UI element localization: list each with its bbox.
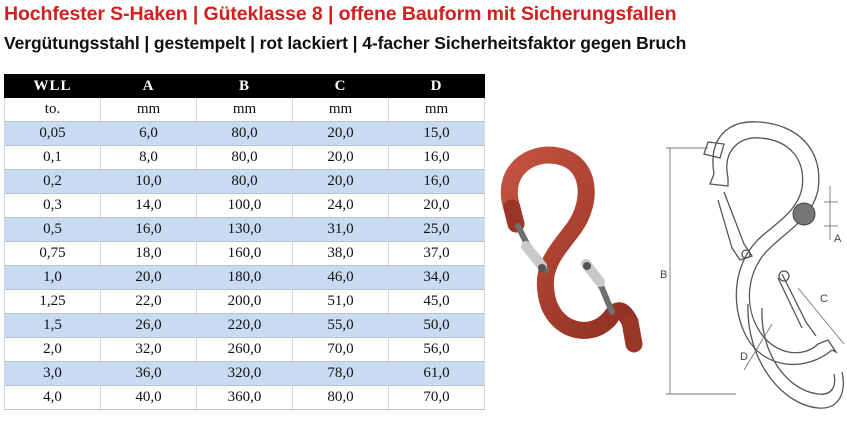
cell-c: 51,0 (293, 290, 389, 314)
unit-cell: mm (197, 98, 293, 122)
table-row (5, 194, 485, 218)
table-row (5, 338, 485, 362)
dimension-label-d: D (740, 351, 748, 363)
cell-c: 78,0 (293, 362, 389, 386)
cell-b: 80,0 (197, 146, 293, 170)
cell-c: 70,0 (293, 338, 389, 362)
cell-c: 20,0 (293, 146, 389, 170)
cell-wll: 1,25 (5, 290, 101, 314)
cell-a: 32,0 (101, 338, 197, 362)
table-row (5, 362, 485, 386)
dimension-label-c: C (820, 293, 828, 305)
cell-b: 360,0 (197, 386, 293, 410)
cell-wll: 0,2 (5, 170, 101, 194)
cell-d: 50,0 (389, 314, 485, 338)
cell-b: 100,0 (197, 194, 293, 218)
cell-a: 14,0 (101, 194, 197, 218)
s-hook-dimension-drawing (648, 108, 847, 434)
unit-cell: to. (5, 98, 101, 122)
cell-wll: 0,5 (5, 218, 101, 242)
cell-d: 70,0 (389, 386, 485, 410)
cell-a: 20,0 (101, 266, 197, 290)
s-hook-photo (490, 142, 660, 392)
cell-c: 80,0 (293, 386, 389, 410)
cell-b: 160,0 (197, 242, 293, 266)
dimension-label-b: B (660, 269, 668, 281)
cell-wll: 4,0 (5, 386, 101, 410)
column-header-wll: WLL (5, 74, 101, 98)
cell-d: 25,0 (389, 218, 485, 242)
unit-cell: mm (293, 98, 389, 122)
cell-wll: 2,0 (5, 338, 101, 362)
unit-cell: mm (101, 98, 197, 122)
cell-d: 20,0 (389, 194, 485, 218)
cell-b: 130,0 (197, 218, 293, 242)
page-subtitle: Vergütungsstahl | gestempelt | rot lackiert | 4-facher Sicherheitsfaktor gegen Bruch (4, 33, 687, 53)
cell-a: 40,0 (101, 386, 197, 410)
cell-c: 20,0 (293, 122, 389, 146)
table-row (5, 290, 485, 314)
cell-a: 10,0 (101, 170, 197, 194)
cell-a: 22,0 (101, 290, 197, 314)
cell-b: 260,0 (197, 338, 293, 362)
unit-cell: mm (389, 98, 485, 122)
cell-d: 16,0 (389, 170, 485, 194)
cell-b: 180,0 (197, 266, 293, 290)
cell-d: 45,0 (389, 290, 485, 314)
dimension-label-a: A (834, 233, 842, 245)
cell-wll: 1,0 (5, 266, 101, 290)
cell-wll: 0,05 (5, 122, 101, 146)
cell-d: 56,0 (389, 338, 485, 362)
table-row (5, 242, 485, 266)
table-row (5, 122, 485, 146)
cell-c: 55,0 (293, 314, 389, 338)
cell-a: 18,0 (101, 242, 197, 266)
table-header-row (5, 74, 485, 98)
table-row (5, 146, 485, 170)
cell-a: 8,0 (101, 146, 197, 170)
cell-c: 38,0 (293, 242, 389, 266)
cell-b: 200,0 (197, 290, 293, 314)
column-header-b: B (197, 74, 293, 98)
cell-c: 24,0 (293, 194, 389, 218)
cell-c: 31,0 (293, 218, 389, 242)
cell-d: 15,0 (389, 122, 485, 146)
table-row (5, 218, 485, 242)
cell-a: 26,0 (101, 314, 197, 338)
units-row (5, 98, 485, 122)
column-header-a: A (101, 74, 197, 98)
cell-d: 16,0 (389, 146, 485, 170)
column-header-c: C (293, 74, 389, 98)
cell-c: 20,0 (293, 170, 389, 194)
cell-d: 37,0 (389, 242, 485, 266)
cell-b: 80,0 (197, 170, 293, 194)
table-row (5, 170, 485, 194)
table-row (5, 266, 485, 290)
cell-wll: 0,3 (5, 194, 101, 218)
cell-wll: 0,75 (5, 242, 101, 266)
spec-table (4, 74, 485, 410)
cell-a: 16,0 (101, 218, 197, 242)
cell-d: 61,0 (389, 362, 485, 386)
table-row (5, 386, 485, 410)
cell-wll: 1,5 (5, 314, 101, 338)
cell-wll: 3,0 (5, 362, 101, 386)
cell-c: 46,0 (293, 266, 389, 290)
cell-b: 80,0 (197, 122, 293, 146)
cell-a: 6,0 (101, 122, 197, 146)
cell-b: 320,0 (197, 362, 293, 386)
cell-d: 34,0 (389, 266, 485, 290)
table-row (5, 314, 485, 338)
column-header-d: D (389, 74, 485, 98)
cell-b: 220,0 (197, 314, 293, 338)
cell-wll: 0,1 (5, 146, 101, 170)
page-title: Hochfester S-Haken | Güteklasse 8 | offene Bauform mit Sicherungsfallen (4, 3, 677, 25)
cell-a: 36,0 (101, 362, 197, 386)
